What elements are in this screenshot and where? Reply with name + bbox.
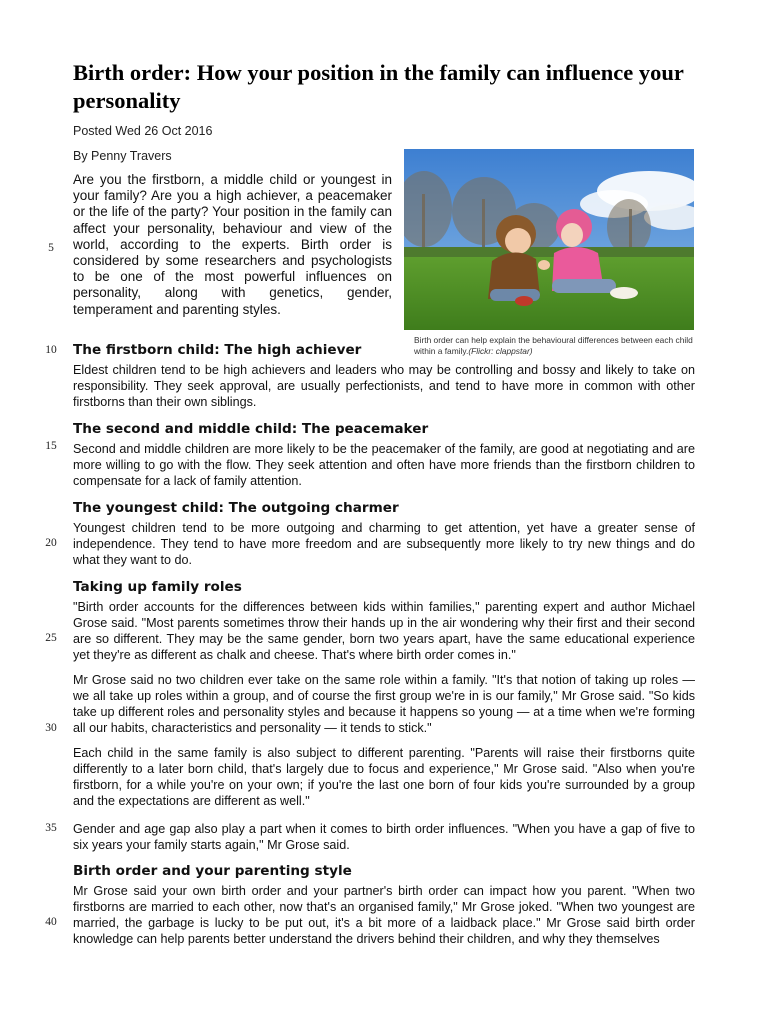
intro-paragraph: Are you the firstborn, a middle child or youngest in your family? Are you a high achiever, a peacemaker or the life of the party? Your position in the family can affect your personality, behaviour and view of the world, according to the experts. Birth order is considered by some researchers and psychologists to be one of the most powerful influences on personality, along with genetics, gender, temperament and parenting styles. [73,172,392,317]
line-number: 30 [45,722,57,734]
section-paragraph: Youngest children tend to be more outgoing and charming to get attention, yet have a greater sense of independence. They tend to have more freedom and are subsequently more likely to try new things and do what they want to do. [73,521,695,568]
line-number: 40 [45,916,57,928]
line-number: 25 [45,632,57,644]
byline: By Penny Travers [73,149,172,163]
line-number: 35 [45,822,57,834]
section-paragraph: "Birth order accounts for the differences between kids within families," parenting expert and author Michael Grose said. "Most parents sometimes throw their hands up in the air wondering why their first and their second are so different. They may be the same gender, born two years apart, have the same educational experience yet they're as different as chalk and cheese. That's where birth order comes in." [73,600,695,663]
caption-text: Birth order can help explain the behavioural differences between each child within a family. [414,335,693,356]
posted-date: Posted Wed 26 Oct 2016 [73,124,213,138]
section-heading: Taking up family roles [73,579,242,595]
line-number: 15 [45,440,57,452]
caption-credit: (Flickr: clappstar) [468,346,533,356]
section-heading: Birth order and your parenting style [73,863,352,879]
section-heading: The second and middle child: The peacemaker [73,421,429,437]
section-paragraph: Second and middle children are more likely to be the peacemaker of the family, are good at negotiating and are more willing to go with the flow. They seek attention and often have more friends than the firstborn children to compensate for a lack of family attention. [73,442,695,489]
children-photo-illustration [404,149,694,330]
section-heading: The firstborn child: The high achiever [73,342,362,358]
photo-caption [414,335,699,357]
section-paragraph: Mr Grose said no two children ever take on the same role within a family. "It's that notion of taking up roles — we all take up roles within a group, and of course the first group we're in is our family," Mr Grose said. "So kids take up different roles and personality styles and because it happens so young — at a time when we're forming all our habits, characteristics and personality — it tends to stick." [73,673,695,736]
line-number: 10 [45,344,57,356]
article-title: Birth order: How your position in the family can influence your personality [73,60,684,113]
section-paragraph: Eldest children tend to be high achievers and leaders who may be controlling and bossy and likely to take on responsibility. They seek approval, are usually perfectionists, and tend to have more in common with other firstborns than their own siblings. [73,363,695,410]
section-paragraph: Gender and age gap also play a part when it comes to birth order influences. "When you have a gap of five to six years your family starts again," Mr Grose said. [73,822,695,853]
section-heading: The youngest child: The outgoing charmer [73,500,399,516]
line-number: 5 [48,242,54,254]
children-photo [404,149,694,330]
section-paragraph: Mr Grose said your own birth order and your partner's birth order can impact how you parent. "When two firstborns are married to each other, now that's an organised family," Mr Grose joked. "When two youngest are married, the garbage is lucky to be put out, it's a bit more of a laidback place." Mr Grose said birth order knowledge can help parents better understand the drivers behind their children, and why they themselves [73,884,695,947]
section-paragraph: Each child in the same family is also subject to different parenting. "Parents will raise their firstborns quite differently to a later born child, that's largely due to focus and experience," Mr Grose said. "Also when you're firstborn, for a while you're on your own; if you're the last one born of four kids you're surrounded by a group and the expectations are different as well." [73,746,695,809]
line-number: 20 [45,537,57,549]
